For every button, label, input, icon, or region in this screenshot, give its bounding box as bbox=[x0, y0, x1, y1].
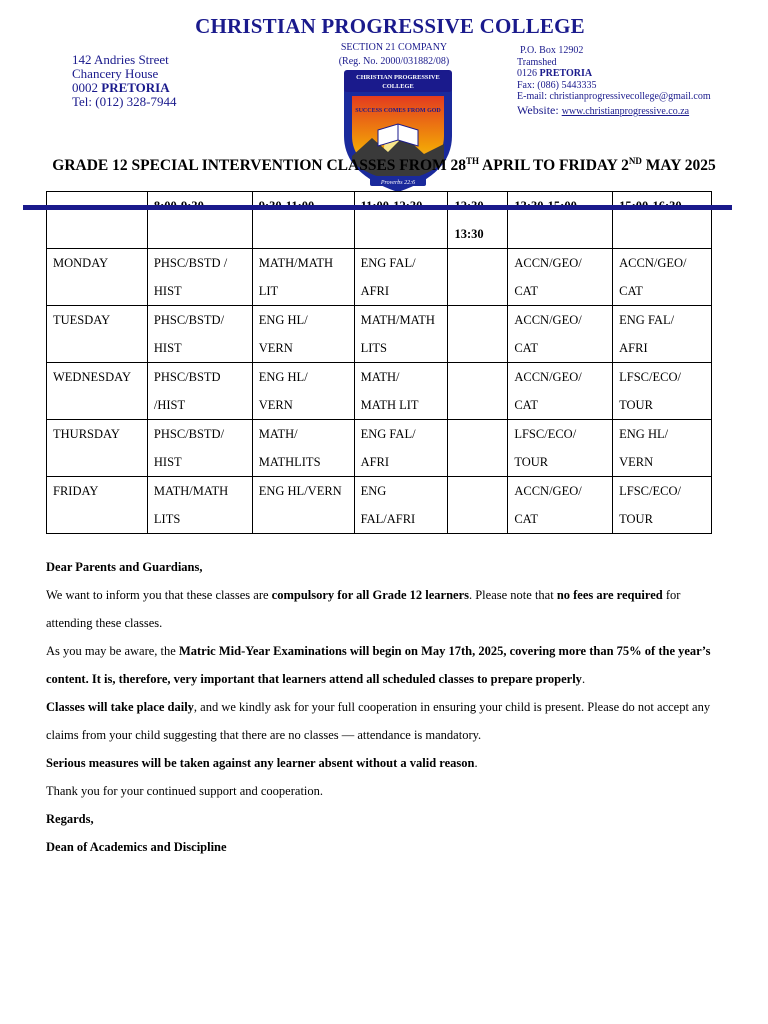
paragraph-4: Serious measures will be taken against any learner absent without a valid reason. bbox=[46, 756, 478, 770]
paragraph-5: Thank you for your continued support and cooperation. bbox=[46, 784, 324, 798]
po-box: P.O. Box 12902 bbox=[520, 45, 584, 56]
subject-line: VERN bbox=[258, 398, 293, 412]
subject-cell bbox=[613, 249, 712, 306]
subject-line: ENG FAL/ bbox=[619, 313, 675, 327]
subject-line: ENG FAL/ bbox=[360, 256, 416, 270]
subject-cell bbox=[147, 249, 252, 306]
header-time-5 bbox=[508, 192, 613, 249]
subject-line: HIST bbox=[153, 455, 182, 469]
subject-line: HIST bbox=[153, 341, 182, 355]
subject-cell bbox=[508, 420, 613, 477]
subject-line: ENG HL/ bbox=[619, 427, 669, 441]
page-heading: GRADE 12 SPECIAL INTERVENTION CLASSES FROM 28TH APRIL TO FRIDAY 2ND MAY 2025 bbox=[52, 156, 716, 175]
subject-line bbox=[454, 505, 507, 533]
registration-number: (Reg. No. 2000/031882/08) bbox=[338, 56, 450, 67]
timetable-header-row bbox=[47, 192, 712, 249]
table-row bbox=[47, 420, 712, 477]
website-link[interactable]: www.christianprogressive.co.za bbox=[561, 105, 690, 117]
postcode-city: 0002 PRETORIA bbox=[72, 80, 170, 95]
subject-line: CAT bbox=[514, 398, 538, 412]
subject-line: CAT bbox=[619, 284, 643, 298]
telephone: Tel: (012) 328-7944 bbox=[72, 94, 177, 109]
paragraph-1: We want to inform you that these classes are compulsory for all Grade 12 learners. Please note that no fees are required for attending these classes. bbox=[46, 588, 681, 630]
building: Chancery House bbox=[72, 66, 159, 81]
subject-line: AFRI bbox=[360, 284, 390, 298]
subject-line: CAT bbox=[514, 512, 538, 526]
subject-line bbox=[454, 448, 507, 476]
subject-line: MATH/MATH bbox=[360, 313, 435, 327]
subject-line: LFSC/ECO/ bbox=[514, 427, 577, 441]
subject-cell bbox=[354, 306, 448, 363]
subject-cell bbox=[508, 477, 613, 534]
subject-line: ENG HL/VERN bbox=[258, 484, 342, 498]
subject-line: TOUR bbox=[619, 398, 653, 412]
table-row bbox=[47, 363, 712, 420]
subject-line: MATH/MATH bbox=[153, 484, 229, 498]
subject-line: LITS bbox=[360, 341, 387, 355]
header-cell-empty bbox=[47, 192, 148, 249]
subject-cell bbox=[354, 420, 448, 477]
subject-line bbox=[454, 277, 507, 305]
day-cell: MONDAY bbox=[47, 249, 148, 306]
header-time-2 bbox=[252, 192, 354, 249]
subject-line: MATH/ bbox=[360, 370, 400, 384]
subject-line: CAT bbox=[514, 284, 538, 298]
subject-line: PHSC/BSTD/ bbox=[153, 313, 225, 327]
subject-line: ACCN/GEO/ bbox=[514, 370, 582, 384]
subject-line: LFSC/ECO/ bbox=[619, 370, 681, 384]
subject-cell bbox=[354, 477, 448, 534]
subject-line: MATH LIT bbox=[360, 398, 419, 412]
header-time-3 bbox=[354, 192, 448, 249]
subject-cell bbox=[147, 420, 252, 477]
subject-cell bbox=[252, 306, 354, 363]
subject-line: MATH/MATH bbox=[258, 256, 334, 270]
subject-cell bbox=[147, 363, 252, 420]
paragraph-3: Classes will take place daily, and we kindly ask for your full cooperation in ensuring your child is present. Please do not accept any claims from your child suggesting that there are no classes — attendance is mandatory. bbox=[46, 700, 711, 742]
subject-cell bbox=[252, 477, 354, 534]
header-time-1 bbox=[147, 192, 252, 249]
area: Tramshed bbox=[517, 56, 557, 68]
subject-line bbox=[454, 363, 507, 391]
subject-line: /HIST bbox=[153, 398, 186, 412]
postal-address bbox=[517, 45, 711, 119]
subject-cell bbox=[252, 363, 354, 420]
subject-cell bbox=[508, 306, 613, 363]
subject-line: LFSC/ECO/ bbox=[619, 484, 681, 498]
subject-cell bbox=[252, 420, 354, 477]
crest-motto: SUCCESS COMES FROM GOD bbox=[355, 108, 441, 114]
fax: Fax: (086) 5443335 bbox=[517, 79, 597, 91]
subject-line: AFRI bbox=[619, 341, 648, 355]
subject-cell bbox=[448, 477, 508, 534]
postal-postcode-city: 0126 PRETORIA bbox=[517, 68, 593, 79]
subject-line: ACCN/GEO/ bbox=[514, 484, 582, 498]
subject-cell bbox=[448, 249, 508, 306]
subject-line: VERN bbox=[619, 455, 654, 469]
letter-body bbox=[46, 553, 726, 861]
subject-line bbox=[454, 420, 507, 448]
subject-line: PHSC/BSTD / bbox=[153, 256, 228, 270]
email: E-mail: christianprogressivecollege@gmail.com bbox=[517, 91, 711, 102]
subject-cell bbox=[508, 363, 613, 420]
subject-line: ACCN/GEO/ bbox=[514, 256, 582, 270]
subject-line bbox=[454, 249, 507, 277]
subject-line: ACCN/GEO/ bbox=[619, 256, 687, 270]
street-address bbox=[72, 53, 177, 109]
subject-line: AFRI bbox=[360, 455, 390, 469]
day-cell: WEDNESDAY bbox=[47, 363, 148, 420]
subject-line: ENG FAL/ bbox=[360, 427, 416, 441]
subject-line bbox=[259, 505, 354, 533]
crest-scroll: Proverbs 22:6 bbox=[380, 180, 416, 186]
header-divider bbox=[23, 205, 732, 210]
subject-cell bbox=[354, 363, 448, 420]
table-row bbox=[47, 477, 712, 534]
subject-line: CAT bbox=[514, 341, 538, 355]
paragraph-2: As you may be aware, the Matric Mid-Year Examinations will begin on May 17th, 2025, covering more than 75% of the year’s content. It is, therefore, very important that learners attend all scheduled classes to prepare properly. bbox=[46, 644, 711, 686]
header-time-6 bbox=[613, 192, 712, 249]
street: 142 Andries Street bbox=[72, 52, 169, 67]
subject-cell bbox=[448, 420, 508, 477]
day-cell: THURSDAY bbox=[47, 420, 148, 477]
day-cell: TUESDAY bbox=[47, 306, 148, 363]
company-info bbox=[300, 41, 488, 69]
subject-line bbox=[454, 391, 507, 419]
subject-line: MATH/ bbox=[258, 427, 298, 441]
subject-line: LITS bbox=[153, 512, 181, 526]
subject-cell bbox=[448, 306, 508, 363]
table-row bbox=[47, 306, 712, 363]
subject-cell bbox=[448, 363, 508, 420]
subject-cell bbox=[613, 420, 712, 477]
subject-line bbox=[454, 477, 507, 505]
subject-line: ACCN/GEO/ bbox=[514, 313, 582, 327]
subject-line: HIST bbox=[153, 284, 182, 298]
closing: Regards, bbox=[46, 812, 94, 826]
subject-line bbox=[454, 306, 507, 334]
subject-cell bbox=[613, 306, 712, 363]
subject-cell bbox=[147, 306, 252, 363]
timetable bbox=[46, 191, 712, 534]
company-type: SECTION 21 COMPANY bbox=[340, 42, 448, 53]
subject-line: VERN bbox=[258, 341, 293, 355]
subject-line: TOUR bbox=[619, 512, 653, 526]
subject-cell bbox=[613, 363, 712, 420]
subject-cell bbox=[252, 249, 354, 306]
header-time-4: 13:30 bbox=[448, 192, 508, 249]
subject-line: PHSC/BSTD bbox=[153, 370, 221, 384]
crest-banner-line1: CHRISTIAN PROGRESSIVE bbox=[356, 74, 440, 81]
subject-cell bbox=[613, 477, 712, 534]
website: Website: www.christianprogressive.co.za bbox=[517, 102, 690, 117]
subject-cell bbox=[354, 249, 448, 306]
subject-line: ENG HL/ bbox=[258, 370, 308, 384]
subject-line: PHSC/BSTD/ bbox=[153, 427, 225, 441]
subject-line: FAL/AFRI bbox=[360, 512, 416, 526]
salutation: Dear Parents and Guardians, bbox=[46, 560, 203, 574]
subject-line: ENG bbox=[360, 484, 387, 498]
day-cell: FRIDAY bbox=[47, 477, 148, 534]
subject-cell bbox=[147, 477, 252, 534]
subject-line: ENG HL/ bbox=[258, 313, 308, 327]
subject-line: LIT bbox=[258, 284, 279, 298]
subject-line: TOUR bbox=[514, 455, 549, 469]
crest-banner-line2: COLLEGE bbox=[382, 83, 414, 90]
subject-cell bbox=[508, 249, 613, 306]
table-row bbox=[47, 249, 712, 306]
subject-line bbox=[454, 334, 507, 362]
college-title: CHRISTIAN PROGRESSIVE COLLEGE bbox=[195, 14, 585, 38]
subject-line: MATHLITS bbox=[258, 455, 321, 469]
signoff: Dean of Academics and Discipline bbox=[46, 840, 227, 854]
